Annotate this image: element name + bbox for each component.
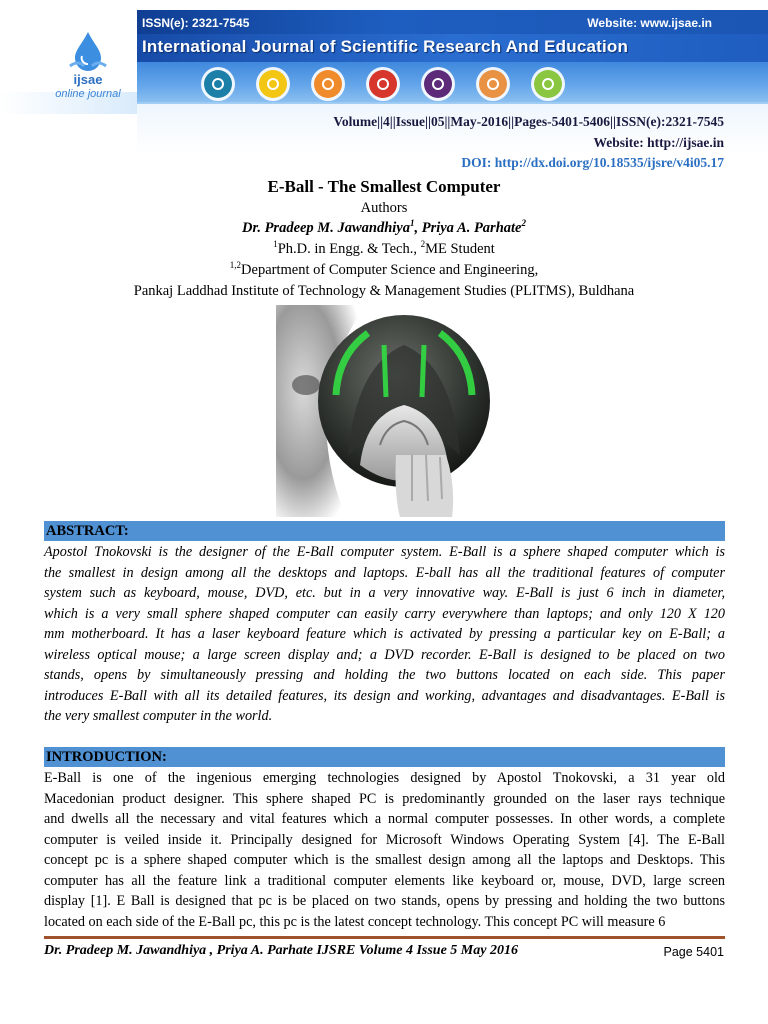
author-separator: , <box>414 220 422 236</box>
subject-icons <box>200 64 660 104</box>
website-line[interactable]: Website: http://ijsae.in <box>593 135 724 150</box>
page-number: Page 5401 <box>663 945 724 959</box>
subject-tri-icon <box>531 67 565 101</box>
banner-website: Website: www.ijsae.in <box>587 16 712 30</box>
introduction-line: computer has all the feature link a traditional computer elements like keyboard or, mouse, DVD, large screen <box>44 872 725 889</box>
logo-name: ijsae <box>73 72 103 87</box>
ijsae-logo <box>40 28 136 114</box>
abstract-line: which is a very small sphere shaped computer can easily carry everywhere than laptops; and only 120 X 120 <box>44 605 725 622</box>
abstract-text <box>44 542 725 727</box>
author-2: Priya A. Parhate <box>421 220 522 236</box>
affil-2: ME Student <box>425 241 495 257</box>
logo-tagline: online journal <box>55 88 121 100</box>
subject-ring-icon <box>366 67 400 101</box>
footer-rule <box>44 936 725 939</box>
journal-title: International Journal of Scientific Research And Education <box>142 37 629 56</box>
affiliation-degrees <box>0 241 768 258</box>
subject-star-icon <box>421 67 455 101</box>
doi-link[interactable]: DOI: http://dx.doi.org/10.18535/ijsre/v4i05.17 <box>461 155 724 170</box>
author-1: Dr. Pradeep M. Jawandhiya <box>242 220 410 236</box>
introduction-text <box>44 768 725 932</box>
introduction-line: concept pc is a sphere shaped computer which is the smallest design among all the laptops and Desktops. This <box>44 852 725 868</box>
abstract-line: mm motherboard. It has a laser keyboard feature which is activated by pressing a particular key on E-Ball; a <box>44 626 725 642</box>
subject-bars-icon <box>311 67 345 101</box>
abstract-line: wireless optical mouse; a large screen display and; a DVD recorder. E-Ball is designed to be placed on two <box>44 646 725 663</box>
abstract-line: Apostol Tnokovski is the designer of the E-Ball computer system. E-Ball is a sphere shaped computer which is <box>44 544 725 560</box>
subject-house-icon <box>476 67 510 101</box>
abstract-line: the smallest in design among all the desktops and laptops. E-ball has all the traditional features of computer <box>44 564 725 581</box>
department: Department of Computer Science and Engineering, <box>241 262 539 278</box>
subject-swirl-icon <box>256 67 290 101</box>
introduction-heading: INTRODUCTION: <box>44 747 725 767</box>
affil-sup-1: 1 <box>273 239 278 250</box>
institute: Pankaj Laddhad Institute of Technology & Management Studies (PLITMS), Buldhana <box>133 283 635 299</box>
introduction-line: computer is veiled inside it. Principally designed for Microsoft Windows Operating System [4]. The E-Ball <box>44 831 725 848</box>
paper-title: E-Ball - The Smallest Computer <box>267 177 501 196</box>
dept-sup: 1,2 <box>229 260 242 271</box>
introduction-line: Macedonian product designer. This sphere shaped PC is predominantly grounded on the laser rays technique <box>44 790 725 807</box>
abstract-line: introduces E-Ball with all its detailed features, its design and working, advantages and disadvantages. E-Ball is <box>44 687 725 704</box>
water-drop-icon <box>68 30 108 74</box>
introduction-line: display [1]. E Ball is designed that pc is be placed on two stands, opens by pressing and holding the two buttons <box>44 893 725 909</box>
introduction-line: E-Ball is one of the ingenious emerging technologies designed by Apostol Tnokovski, a 31 year old <box>44 770 725 786</box>
affil-1: Ph.D. in Engg. & Tech., <box>277 241 421 257</box>
footer-citation: Dr. Pradeep M. Jawandhiya , Priya A. Parhate IJSRE Volume 4 Issue 5 May 2016 <box>44 943 518 958</box>
subject-cross-icon <box>201 67 235 101</box>
author-1-sup: 1 <box>409 218 415 229</box>
e-ball-figure <box>276 305 490 517</box>
author-names <box>0 220 768 237</box>
affiliation-department <box>0 262 768 279</box>
affil-sup-2: 2 <box>420 239 426 250</box>
introduction-line: located on each side of the E-Ball pc, this pc is the latest concept technology. This concept PC will measure 6 <box>44 913 666 930</box>
subject-icon-row <box>200 64 660 104</box>
introduction-line: and dwells all the necessary and vital features which a normal computer possesses. In other words, a complete <box>44 811 725 827</box>
e-ball-image <box>276 305 490 517</box>
author-2-sup: 2 <box>521 218 526 229</box>
abstract-line: the very smallest computer in the world. <box>44 708 273 724</box>
abstract-line: stands, opens by simultaneously pressing and holding the two buttons located on each side. This paper <box>44 667 725 683</box>
abstract-heading: ABSTRACT: <box>44 521 725 541</box>
volume-line: Volume||4||Issue||05||May-2016||Pages-5401-5406||ISSN(e):2321-7545 <box>333 114 724 129</box>
abstract-line: system such as keyboard, mouse, DVD, etc. but in a very innovative way. E-Ball is just 6 inch in diameter, <box>44 585 725 601</box>
banner-issn: ISSN(e): 2321-7545 <box>142 16 250 30</box>
authors-label: Authors <box>360 200 408 216</box>
journal-banner <box>0 10 768 114</box>
